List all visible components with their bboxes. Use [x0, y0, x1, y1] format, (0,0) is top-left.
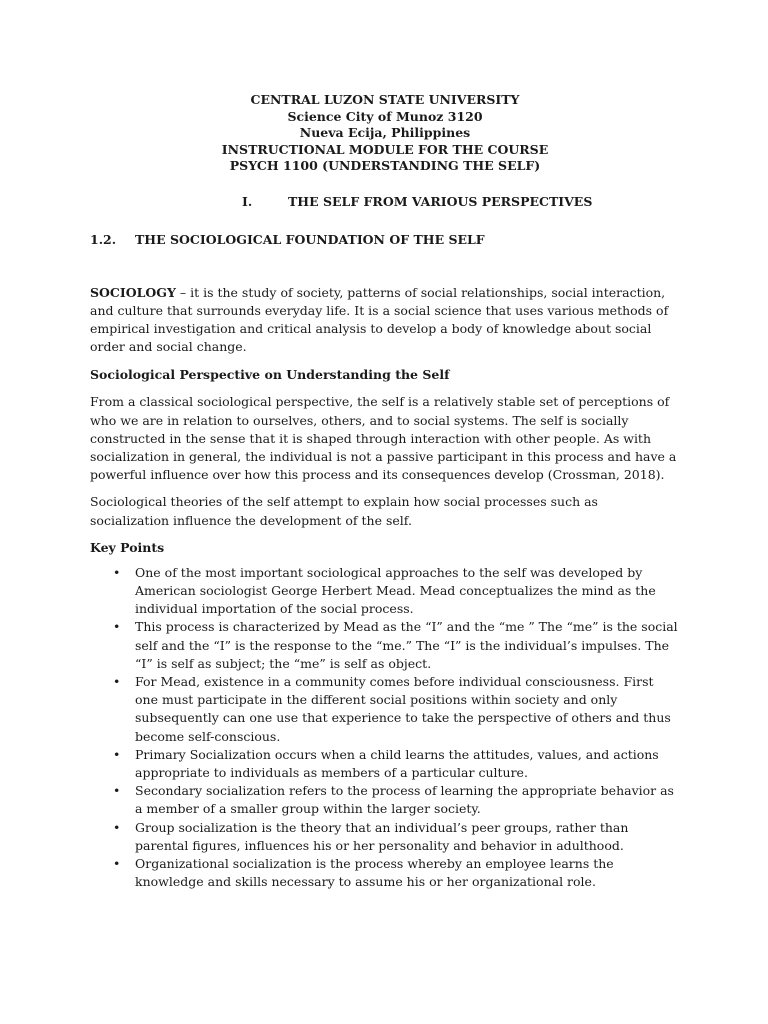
subsection-title-text: THE SOCIOLOGICAL FOUNDATION OF THE SELF — [135, 231, 485, 247]
subsection-number: 1.2. — [90, 231, 117, 247]
bullet-icon: • — [113, 746, 121, 762]
university-name: CENTRAL LUZON STATE UNIVERSITY — [250, 92, 520, 107]
module-title-line-2: PSYCH 1100 (UNDERSTANDING THE SELF) — [229, 158, 541, 173]
list-item-text: This process is characterized by Mead as the “I” and the “me ” The “me” is the social self and the “I” is the response to the “me.” The “I” is the individual’s impulses. The “I” is self as subject; the “me” is self as object. — [135, 619, 678, 671]
definition-text: – it is the study of society, patterns of social relationships, social interaction, and culture that surrounds everyday life. It is a social science that uses various methods of empirical investigation and critical analysis to develop a body of knowledge about social order and social change. — [90, 284, 669, 355]
bullet-icon: • — [113, 619, 121, 635]
subsection-title — [90, 232, 680, 248]
section-title-text: THE SELF FROM VARIOUS PERSPECTIVES — [288, 193, 593, 209]
list-item — [90, 746, 680, 782]
list-item — [90, 782, 680, 818]
paragraph-sociological-theories: Sociological theories of the self attempt to explain how social processes such as socialization influence the development of the self. — [90, 494, 598, 528]
bullet-icon: • — [113, 819, 121, 835]
module-title-line-1: INSTRUCTIONAL MODULE FOR THE COURSE — [221, 141, 549, 157]
list-item — [90, 855, 680, 891]
paragraph-classical-perspective: From a classical sociological perspective, the self is a relatively stable set of perceptions of who we are in relation to ourselves, others, and to social systems. The self is socially constructed in the sense that it is shaped through interaction with other people. As with socialization in general, the individual is not a passive participant in this process and have a powerful influence over how this process and its consequences develop (Crossman, 2018). — [90, 394, 677, 483]
list-item-text: Group socialization is the theory that an individual’s peer groups, rather than parental figures, influences his or her personality and behavior in adulthood. — [135, 819, 629, 853]
key-points-heading: Key Points — [90, 539, 165, 555]
section-title — [90, 194, 680, 210]
list-item-text: For Mead, existence in a community comes before individual consciousness. First one must participate in the different social positions within society and only subsequently can one use that experience to take the perspective of others and thus become self-conscious. — [135, 673, 671, 744]
address-line-2: Nueva Ecija, Philippines — [299, 125, 471, 140]
bullet-icon: • — [113, 783, 121, 799]
sociology-definition — [90, 284, 680, 357]
list-item-text: Secondary socialization refers to the process of learning the appropriate behavior as a member of a smaller group within the larger society. — [135, 783, 674, 817]
list-item — [90, 819, 680, 855]
definition-term: SOCIOLOGY — [90, 284, 176, 300]
list-item — [90, 564, 680, 619]
list-item-text: One of the most important sociological approaches to the self was developed by American sociologist George Herbert Mead. Mead conceptualizes the mind as the individual importation of the social process. — [135, 564, 656, 617]
list-item-text: Organizational socialization is the process whereby an employee learns the knowledge and skills necessary to assume his or her organizational role. — [135, 855, 614, 890]
perspective-heading: Sociological Perspective on Understanding the Self — [90, 367, 450, 383]
address-line-1: Science City of Munoz 3120 — [287, 108, 483, 124]
document-header — [90, 92, 680, 175]
bullet-icon: • — [113, 673, 121, 689]
list-item-text: Primary Socialization occurs when a child learns the attitudes, values, and actions appropriate to individuals as members of a particular culture. — [135, 746, 659, 780]
document-page — [90, 92, 680, 891]
list-item — [90, 673, 680, 746]
bullet-icon: • — [113, 855, 121, 871]
key-points-list — [90, 564, 680, 892]
bullet-icon: • — [113, 564, 121, 580]
section-number: I. — [242, 193, 253, 209]
list-item — [90, 618, 680, 673]
